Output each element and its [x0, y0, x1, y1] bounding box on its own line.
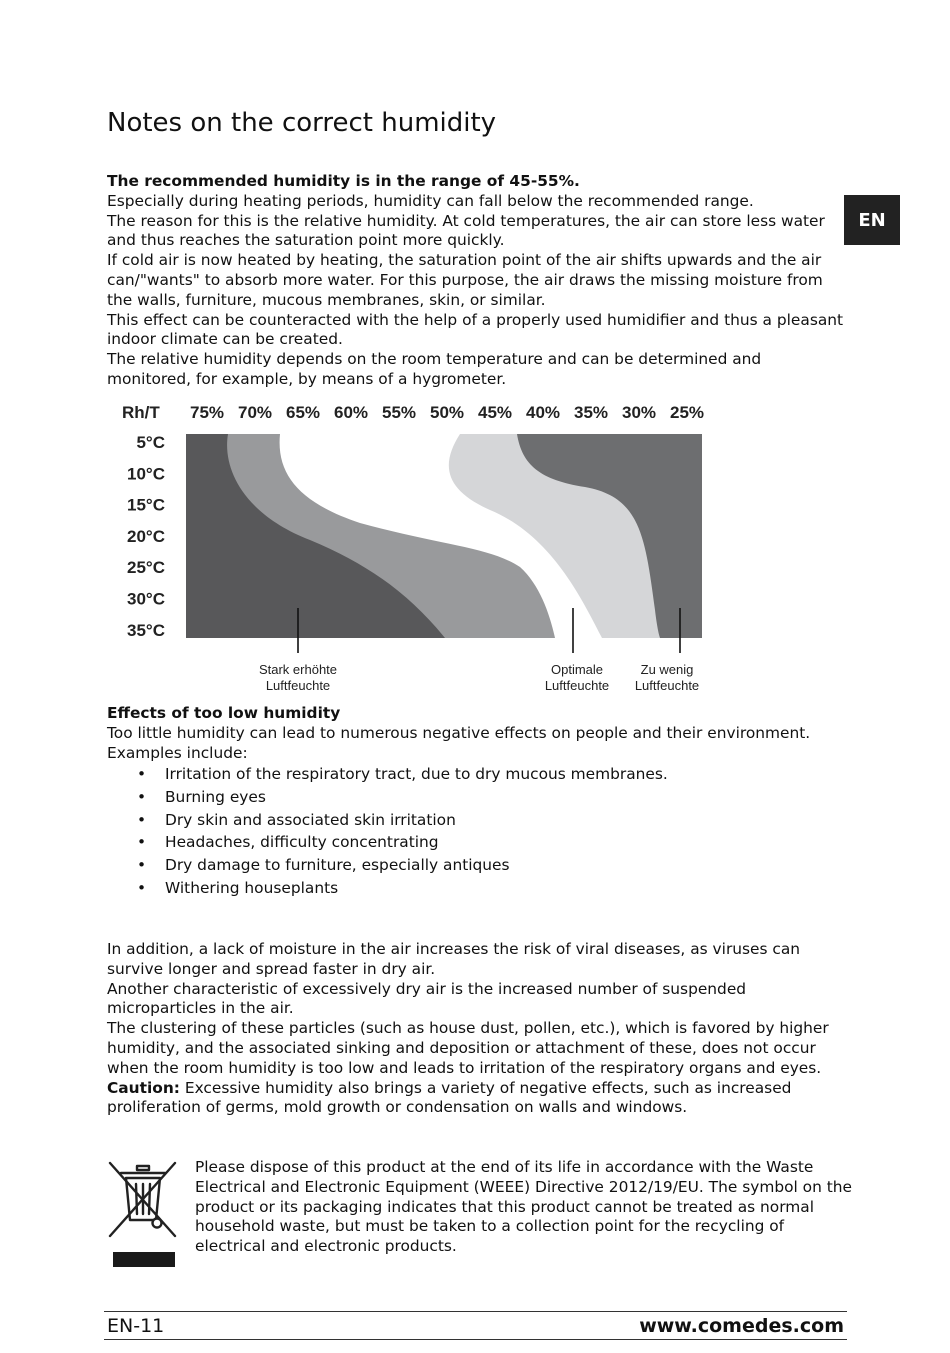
label-too-low-line2: Luftfeuchte [634, 678, 700, 693]
list-item: • Irritation of the respiratory tract, due to dry mucous membranes. [165, 763, 847, 786]
temperature-axis-labels [127, 433, 165, 640]
caution-text: Excessive humidity also brings a variety of negative effects, such as increased proliferation of germs, mold growth or condensation on walls and windows. [107, 1078, 792, 1117]
effects-heading: Effects of too low humidity [107, 704, 341, 722]
temperature-label: 30°C [127, 589, 165, 609]
intro-paragraph: If cold air is now heated by heating, the saturation point of the air shifts upwards and the air can/"wants" to absorb more water. For this purpose, the air draws the missing moisture from the walls, furniture, mucous membranes, skin, or similar. [107, 251, 823, 309]
effects-paragraph: The clustering of these particles (such as house dust, pollen, etc.), which is favored by higher humidity, and the associated sinking and deposition or attachment of these, does not occur when the room humidity is too low and leads to irritation of the respiratory organs and eyes. [107, 1019, 829, 1077]
language-tab: EN [844, 195, 900, 245]
label-high-line1: Stark erhöhte [258, 662, 338, 677]
effects-details [107, 940, 847, 1118]
humidity-label: 65% [285, 403, 321, 422]
humidity-label: 35% [573, 403, 609, 422]
label-high-line2: Luftfeuchte [265, 678, 331, 693]
effects-paragraph: Another characteristic of excessively dry air is the increased number of suspended microparticles in the air. [107, 979, 747, 1018]
humidity-label: 70% [237, 403, 273, 422]
examples-label: Examples include: [107, 743, 248, 762]
label-too-low-line1: Zu wenig [640, 662, 694, 677]
caution-label: Caution: [107, 1078, 180, 1097]
temperature-label: 20°C [127, 526, 165, 546]
humidity-label: 40% [525, 403, 561, 422]
intro-paragraph: Especially during heating periods, humidity can fall below the recommended range. [107, 191, 754, 210]
humidity-label: 75% [189, 403, 225, 422]
website-link[interactable]: www.comedes.com [639, 1315, 844, 1337]
effects-paragraph: In addition, a lack of moisture in the air increases the risk of viral diseases, as viruses can survive longer and spread faster in dry air. [107, 940, 801, 978]
list-item: • Dry damage to furniture, especially antiques [165, 854, 847, 877]
humidity-label: 60% [333, 403, 369, 422]
humidity-zones [186, 434, 702, 638]
recommended-humidity-heading: The recommended humidity is in the range of 45-55%. [107, 172, 580, 190]
label-optimal-line2: Luftfeuchte [544, 678, 610, 693]
temperature-label: 15°C [127, 495, 165, 515]
intro-paragraph: The relative humidity depends on the room temperature and can be determined and monitored, for example, by means of a hygrometer. [107, 350, 762, 388]
humidity-label: 25% [669, 403, 705, 422]
temperature-label: 10°C [127, 464, 165, 484]
temperature-label: 35°C [127, 620, 165, 640]
list-item: • Burning eyes [165, 786, 847, 809]
list-item: • Headaches, difficulty concentrating [165, 831, 847, 854]
effects-intro: Too little humidity can lead to numerous negative effects on people and their environment. [107, 723, 811, 742]
humidity-axis-labels [190, 403, 704, 422]
humidity-temperature-chart [110, 395, 720, 700]
list-item: • Withering houseplants [165, 877, 847, 900]
page-number: EN-11 [107, 1315, 165, 1337]
intro-section [107, 172, 847, 390]
temperature-label: 25°C [127, 558, 165, 578]
footer-bottom-rule [104, 1339, 847, 1340]
humidity-label: 55% [381, 403, 417, 422]
label-optimal-line1: Optimale [550, 662, 604, 677]
intro-paragraph: This effect can be counteracted with the help of a properly used humidifier and thus a pleasant indoor climate can be created. [107, 310, 844, 349]
crossed-out-wheelie-bin-icon [107, 1160, 179, 1270]
footer-top-rule [104, 1311, 847, 1312]
weee-disposal-text: Please dispose of this product at the end of its life in accordance with the Waste Electrical and Electronic Equipment (WEEE) Directive 2012/19/EU. The symbol on the product or its packaging indicates that this product cannot be treated as normal household waste, but must be taken to a collection point for the recycling of electrical and electronic products. [195, 1158, 852, 1256]
effects-section [107, 704, 847, 900]
chart-corner-label: Rh/T [122, 403, 160, 422]
humidity-label: 50% [429, 403, 465, 422]
page-title: Notes on the correct humidity [107, 108, 497, 138]
list-item: • Dry skin and associated skin irritation [165, 809, 847, 832]
temperature-label: 5°C [136, 433, 165, 452]
humidity-label: 45% [477, 403, 513, 422]
humidity-label: 30% [621, 403, 657, 422]
caution-paragraph [107, 1079, 847, 1119]
effects-list [107, 763, 847, 899]
intro-paragraph: The reason for this is the relative humidity. At cold temperatures, the air can store less water and thus reaches the saturation point more quickly. [107, 211, 825, 250]
